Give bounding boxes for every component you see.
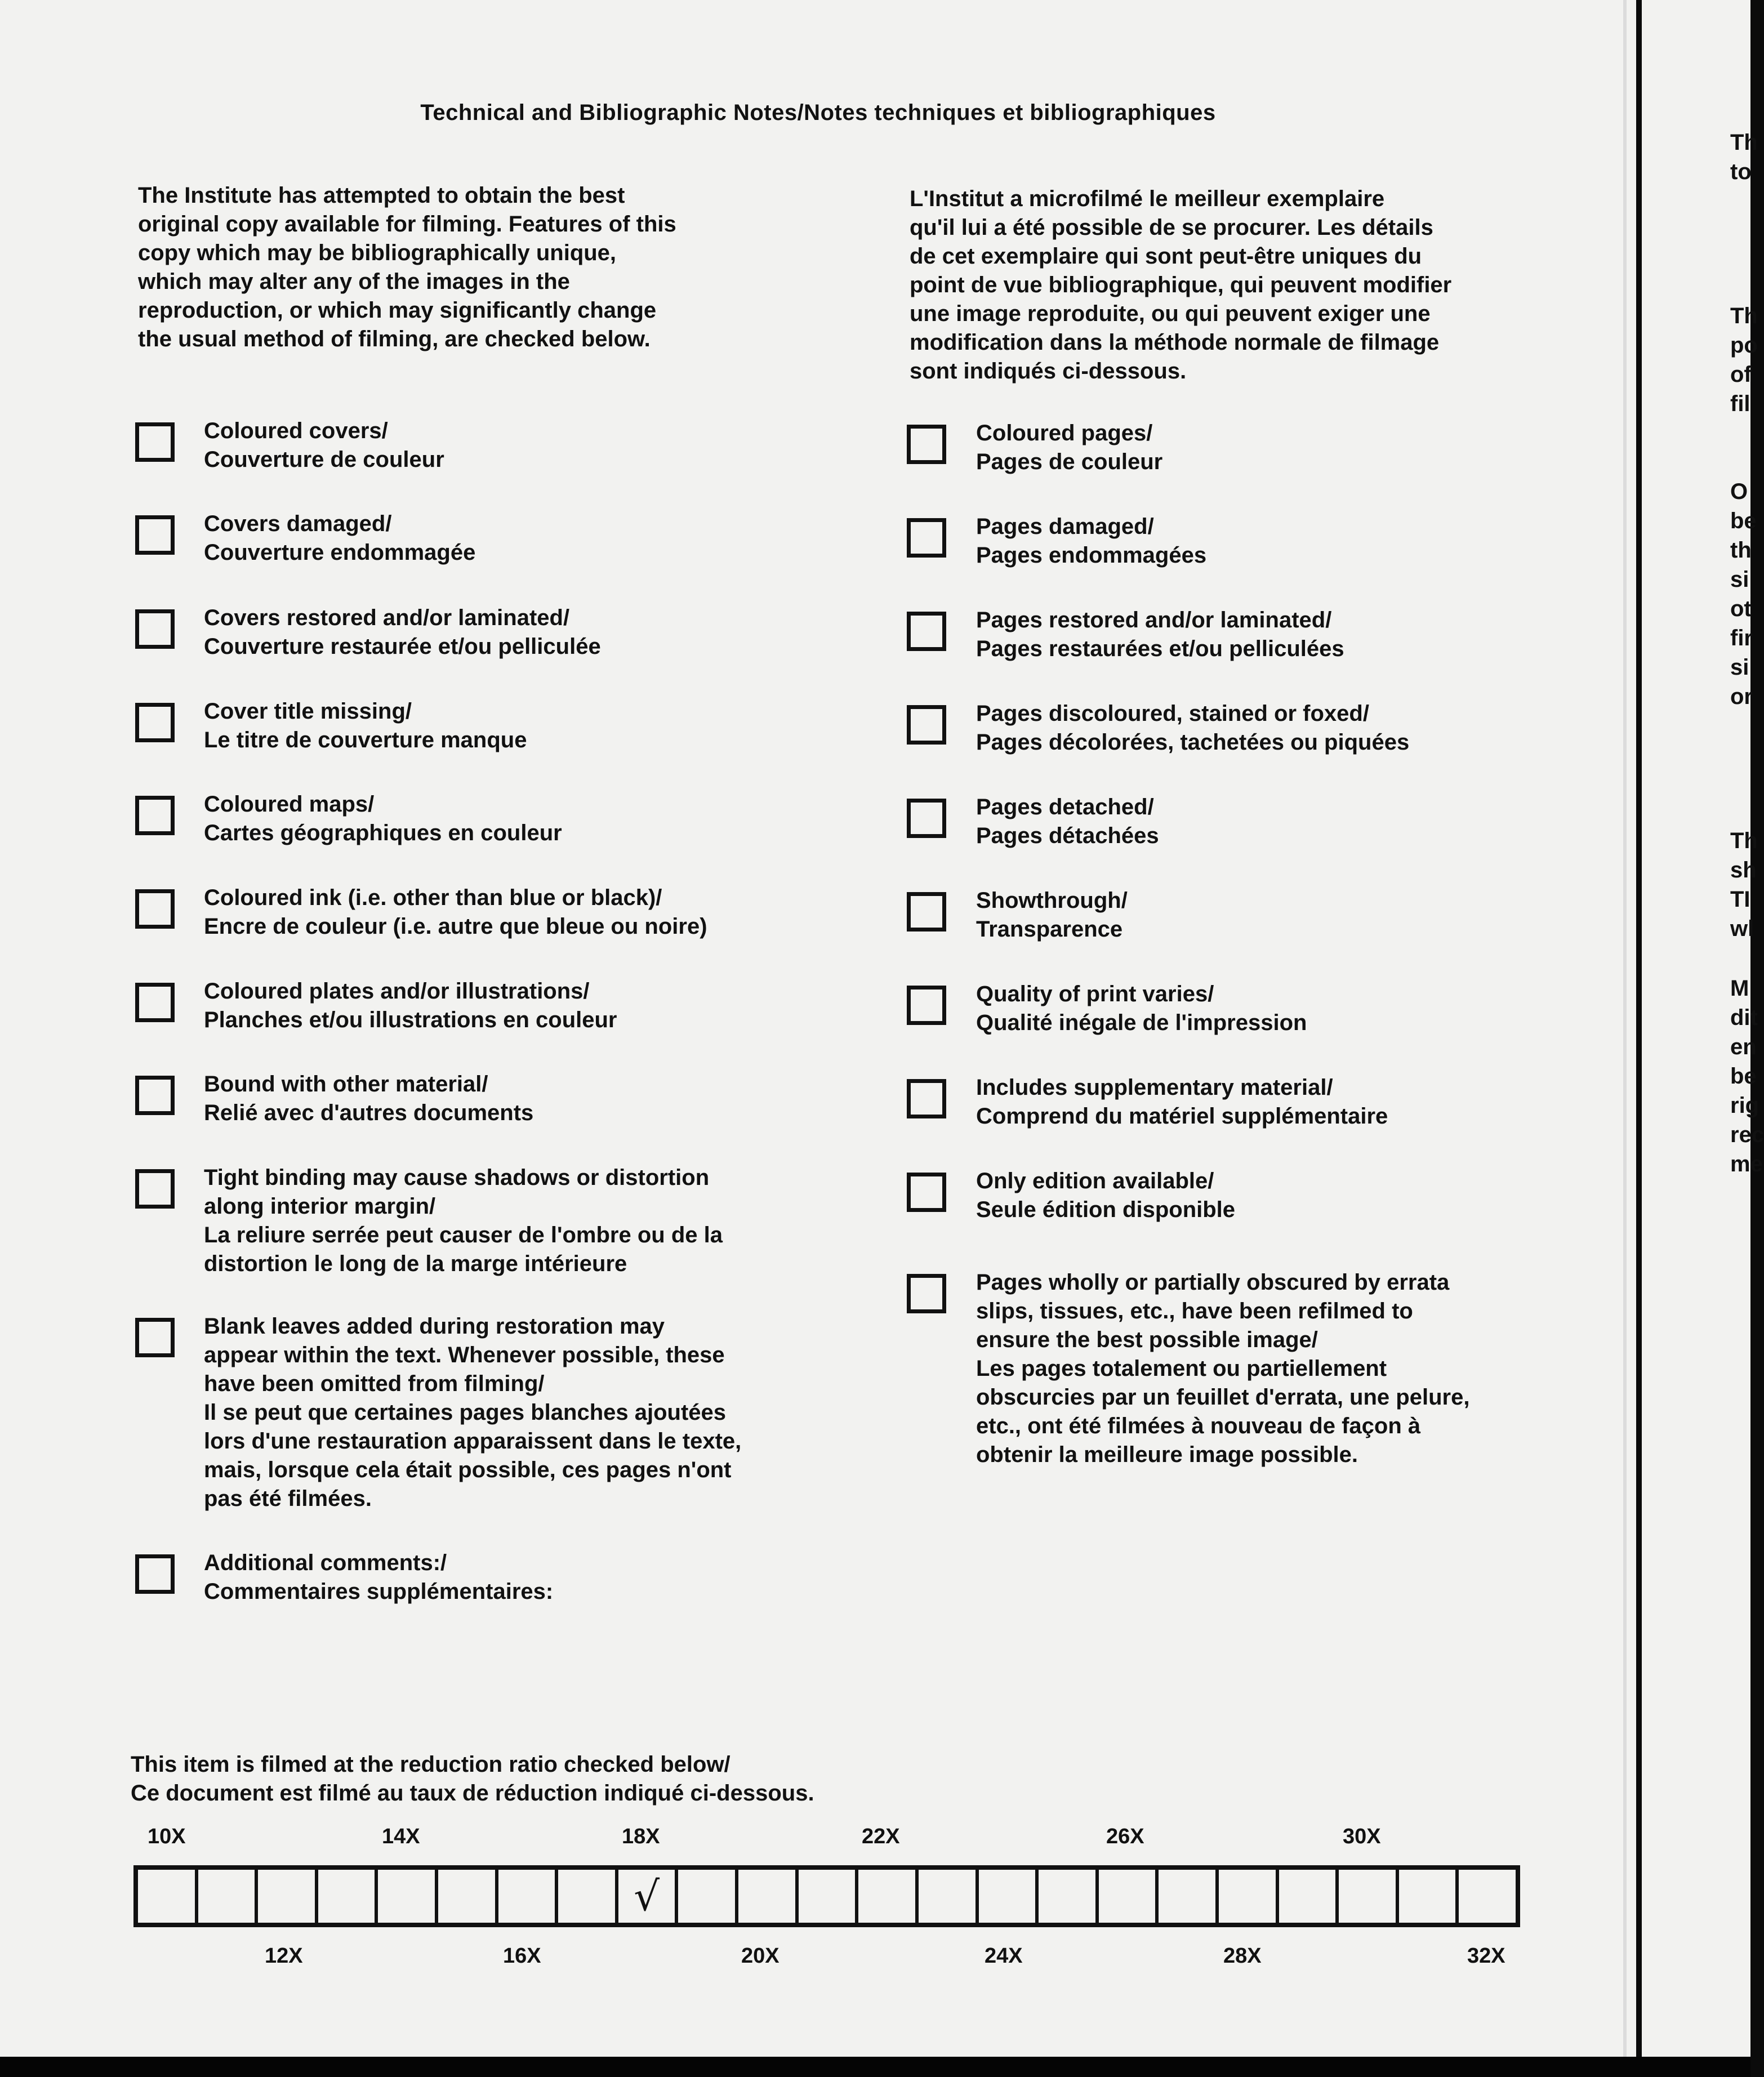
bottom-tick-label: 12X [265,1944,303,1968]
next-page-fragment: wl [1730,916,1754,941]
right-checkbox[interactable] [907,986,946,1025]
checkmark-icon: √ [634,1873,660,1920]
next-page-fragment: me [1730,1152,1763,1176]
bottom-tick-label: 28X [1223,1944,1262,1968]
right-checkbox[interactable] [907,425,946,464]
top-tick-label: 26X [1106,1825,1144,1848]
right-label: Pages detached/ Pages détachées [976,795,1159,848]
next-page-fragment: be [1730,1064,1757,1089]
bottom-tick-label: 32X [1467,1944,1505,1968]
ratio-cell[interactable] [1459,1870,1516,1923]
bottom-tick-label: 20X [741,1944,779,1968]
page-title: Technical and Bibliographic Notes/Notes techniques et bibliographiques [420,100,1216,125]
ratio-cell[interactable] [1159,1870,1219,1923]
left-label: Coloured plates and/or illustrations/ Planches et/ou illustrations en couleur [204,979,617,1032]
left-label: Cover title missing/ Le titre de couverture manque [204,699,527,752]
ratio-cell[interactable] [1099,1870,1159,1923]
ratio-cell[interactable] [558,1870,618,1923]
right-checkbox[interactable] [907,612,946,651]
right-label: Showthrough/ Transparence [976,888,1128,942]
ratio-cell[interactable] [858,1870,919,1923]
ratio-cell[interactable] [979,1870,1039,1923]
left-checkbox[interactable] [135,1076,175,1115]
left-checkbox[interactable] [135,983,175,1022]
ratio-cell[interactable] [438,1870,498,1923]
right-checkbox[interactable] [907,1274,946,1313]
left-label: Covers damaged/ Couverture endommagée [204,511,476,565]
ratio-cell[interactable] [919,1870,979,1923]
left-label: Bound with other material/ Relié avec d'autres documents [204,1072,534,1125]
top-tick-label: 30X [1343,1825,1381,1848]
intro-english: The Institute has attempted to obtain the best original copy available for filming. Features of this copy which may be bibliographically unique, which may alter any of the images in the reproduction, or which may significantly change the usual method of filming, are checked below. [138,183,676,351]
intro-french: L'Institut a microfilmé le meilleur exemplaire qu'il lui a été possible de se procurer. Les détails de cet exemplaire qui sont peut-être uniques du point de vue bibliographique, qui peuvent modifier une image reproduite, ou qui peuvent exiger une modification dans la méthode normale de filmage sont indiqués ci-dessous. [910,186,1452,384]
left-label: Coloured covers/ Couverture de couleur [204,418,444,472]
next-page-fragment: to [1730,159,1752,184]
bottom-tick-label: 24X [985,1944,1023,1968]
next-page-fragment: O [1730,479,1748,504]
left-checkbox[interactable] [135,1318,175,1357]
ratio-cell[interactable] [1399,1870,1459,1923]
left-label: Coloured ink (i.e. other than blue or black)/ Encre de couleur (i.e. autre que bleue ou noire) [204,885,707,939]
right-checkbox[interactable] [907,799,946,838]
ratio-cell[interactable] [678,1870,738,1923]
next-page-fragment: be [1730,509,1757,533]
right-label: Coloured pages/ Pages de couleur [976,421,1163,474]
ratio-cell[interactable] [318,1870,378,1923]
left-label: Additional comments:/ Commentaires supplémentaires: [204,1550,554,1604]
next-page-fragment: en [1730,1035,1757,1059]
left-checkbox[interactable] [135,422,175,462]
left-checkbox[interactable] [135,703,175,742]
right-label: Only edition available/ Seule édition disponible [976,1169,1236,1222]
next-page-fragment: si [1730,655,1749,680]
left-checkbox[interactable] [135,515,175,555]
left-label: Covers restored and/or laminated/ Couverture restaurée et/ou pelliculée [204,605,601,659]
reduction-ratio-note: This item is filmed at the reduction ratio checked below/ Ce document est filmé au taux de réduction indiqué ci-dessous. [131,1752,814,1806]
top-tick-label: 18X [622,1825,660,1848]
bottom-tick-label: 16X [503,1944,541,1968]
right-checkbox[interactable] [907,892,946,931]
next-page-fragment: Th [1730,130,1758,155]
next-page-fragment: rig [1730,1093,1759,1118]
right-label: Pages wholly or partially obscured by errata slips, tissues, etc., have been refilmed to ensure the best possible image/ Les pages totalement ou partiellement obscurcies par un feuillet d'errata, une pelure, etc., ont été filmées à nouveau de façon à obtenir la meilleure image possible. [976,1270,1470,1467]
ratio-cell[interactable] [738,1870,799,1923]
next-page-fragment: TI [1730,887,1750,912]
right-checkbox[interactable] [907,1079,946,1118]
top-tick-label: 14X [382,1825,420,1848]
right-label: Includes supplementary material/ Comprend du matériel supplémentaire [976,1075,1388,1129]
right-checkbox[interactable] [907,1173,946,1212]
page-divider [1623,0,1627,2057]
next-page-fragment: Th [1730,304,1758,328]
ratio-cell[interactable] [258,1870,318,1923]
right-label: Pages discoloured, stained or foxed/ Pages décolorées, tachetées ou piquées [976,701,1410,755]
next-page-fragment: th [1730,538,1752,563]
next-page-fragment: dit [1730,1005,1758,1030]
left-label: Tight binding may cause shadows or distortion along interior margin/ La reliure serrée peut causer de l'ombre ou de la distortion le long de la marge intérieure [204,1165,723,1276]
ratio-cell[interactable] [198,1870,259,1923]
left-checkbox[interactable] [135,609,175,649]
left-checkbox[interactable] [135,1169,175,1209]
next-page-fragment: fir [1730,626,1753,650]
ratio-cell[interactable] [618,1870,679,1923]
top-tick-label: 22X [862,1825,900,1848]
ratio-cell[interactable] [378,1870,438,1923]
right-label: Quality of print varies/ Qualité inégale de l'impression [976,982,1307,1035]
left-checkbox[interactable] [135,1554,175,1594]
ratio-cell[interactable] [138,1870,198,1923]
next-page-fragment: rec [1730,1122,1764,1147]
left-checkbox[interactable] [135,889,175,929]
next-page-fragment: of [1730,362,1752,387]
next-page-fragment: po [1730,333,1758,358]
next-page-fragment: ot [1730,596,1752,621]
ratio-cell[interactable] [799,1870,859,1923]
right-checkbox[interactable] [907,705,946,745]
ratio-cell[interactable] [1039,1870,1099,1923]
next-page-fragment: M [1730,976,1749,1001]
right-label: Pages damaged/ Pages endommagées [976,514,1207,568]
top-tick-label: 10X [148,1825,186,1848]
next-page-fragment: sh [1730,858,1757,882]
right-label: Pages restored and/or laminated/ Pages restaurées et/ou pelliculées [976,608,1344,661]
next-page-fragment: si [1730,567,1749,592]
left-label: Blank leaves added during restoration may appear within the text. Whenever possible, these have been omitted from filming/ Il se peut que certaines pages blanches ajoutées lors d'une restauration apparaissent dans le texte, mais, lorsque cela était possible, ces pages n'ont pas été filmées. [204,1314,742,1511]
next-page-fragment: Th [1730,828,1758,853]
reduction-ratio-grid [133,1865,1520,1927]
right-checkbox[interactable] [907,518,946,558]
ratio-cell[interactable] [1279,1870,1339,1923]
next-page-fragment: fil [1730,391,1750,416]
left-checkbox[interactable] [135,796,175,835]
film-edge [0,2057,1750,2077]
ratio-cell[interactable] [1219,1870,1279,1923]
left-label: Coloured maps/ Cartes géographiques en couleur [204,792,562,845]
next-page-fragment: or [1730,684,1753,709]
ratio-cell[interactable] [498,1870,559,1923]
ratio-cell[interactable] [1339,1870,1399,1923]
